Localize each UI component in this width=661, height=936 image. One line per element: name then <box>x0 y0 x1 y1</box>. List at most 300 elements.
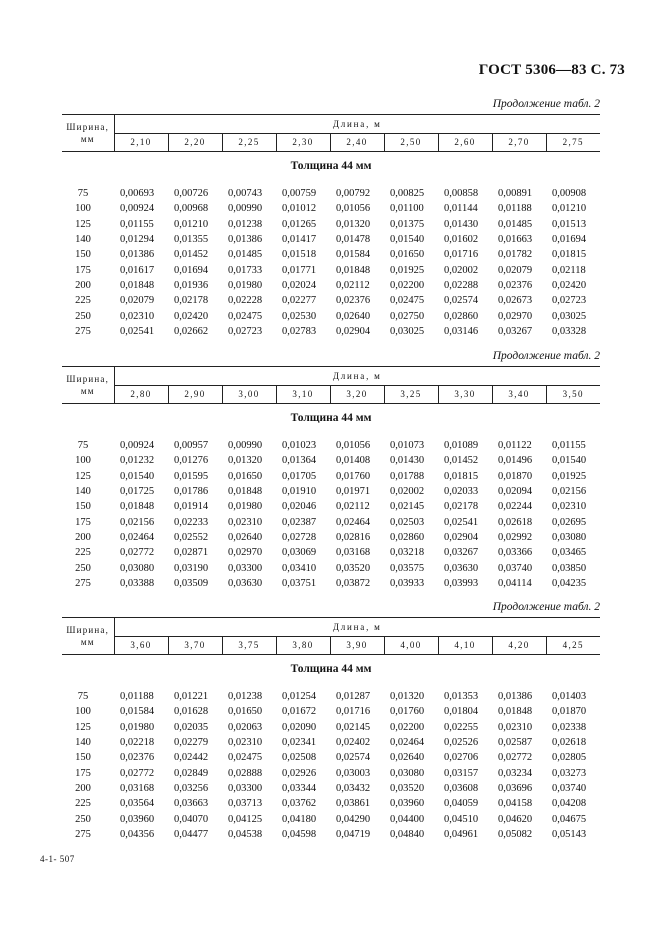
volume-cell: 0,03410 <box>282 562 317 574</box>
length-value: 2,75 <box>546 133 600 152</box>
volume-cell: 0,01971 <box>336 486 371 498</box>
volume-cell: 0,01122 <box>498 440 532 452</box>
volume-cell: 0,01294 <box>120 234 155 246</box>
header-row <box>62 367 600 386</box>
volume-cell: 0,03388 <box>120 577 155 589</box>
length-header: Длина, м <box>114 618 600 637</box>
volume-cell: 0,02723 <box>552 295 587 307</box>
volume-cell: 0,03080 <box>120 562 155 574</box>
volume-cell: 0,03630 <box>228 577 263 589</box>
volume-cell: 0,00792 <box>336 188 371 200</box>
width-cell: 150 <box>75 249 91 261</box>
volume-cell: 0,00924 <box>120 203 155 215</box>
table-row <box>62 811 600 826</box>
volume-cell: 0,01870 <box>552 706 587 718</box>
volume-cell: 0,01155 <box>552 440 586 452</box>
length-values-row <box>62 385 600 404</box>
volume-cell: 0,03751 <box>282 577 317 589</box>
volume-cell: 0,01595 <box>174 470 209 482</box>
volume-cell: 0,04598 <box>282 828 317 840</box>
table-row <box>62 201 600 216</box>
length-value: 4,10 <box>438 636 492 655</box>
volume-cell: 0,02772 <box>498 752 533 764</box>
volume-cell: 0,01617 <box>120 264 155 276</box>
length-value: 3,25 <box>384 385 438 404</box>
table-row <box>62 689 600 704</box>
volume-cell: 0,01650 <box>228 706 263 718</box>
volume-cell: 0,00968 <box>174 203 209 215</box>
volume-table <box>62 617 600 842</box>
volume-cell: 0,03190 <box>174 562 209 574</box>
width-cell: 225 <box>75 295 91 307</box>
volume-cell: 0,02402 <box>336 737 371 749</box>
continuation-note: Продолжение табл. 2 <box>492 350 600 362</box>
width-cell: 140 <box>75 234 91 246</box>
volume-cell: 0,02288 <box>444 279 479 291</box>
volume-cell: 0,02178 <box>174 295 209 307</box>
length-value: 3,75 <box>222 636 276 655</box>
volume-cell: 0,03080 <box>552 531 587 543</box>
volume-cell: 0,01848 <box>120 279 155 291</box>
volume-cell: 0,03168 <box>120 782 155 794</box>
volume-cell: 0,01188 <box>498 203 532 215</box>
volume-cell: 0,01848 <box>228 486 263 498</box>
volume-cell: 0,03663 <box>174 798 209 810</box>
volume-cell: 0,02063 <box>228 721 263 733</box>
volume-cell: 0,01496 <box>498 455 533 467</box>
table-row <box>62 453 600 468</box>
table-row <box>62 438 600 453</box>
volume-cell: 0,00957 <box>174 440 209 452</box>
volume-cell: 0,02376 <box>498 279 533 291</box>
volume-cell: 0,02178 <box>444 501 479 513</box>
volume-cell: 0,02112 <box>336 279 370 291</box>
width-cell: 125 <box>75 218 91 230</box>
volume-cell: 0,01716 <box>444 249 479 261</box>
volume-cell: 0,04125 <box>228 813 263 825</box>
volume-cell: 0,04400 <box>390 813 425 825</box>
volume-cell: 0,01485 <box>228 249 263 261</box>
table-row <box>62 247 600 262</box>
volume-cell: 0,01073 <box>390 440 425 452</box>
length-value: 3,90 <box>330 636 384 655</box>
width-cell: 175 <box>75 767 91 779</box>
volume-cell: 0,02640 <box>228 531 263 543</box>
volume-cell: 0,01584 <box>336 249 371 261</box>
volume-cell: 0,03740 <box>552 782 587 794</box>
volume-cell: 0,03218 <box>390 547 425 559</box>
header-row <box>62 618 600 637</box>
volume-cell: 0,01705 <box>282 470 317 482</box>
volume-cell: 0,02805 <box>552 752 587 764</box>
volume-cell: 0,02255 <box>444 721 479 733</box>
volume-cell: 0,02860 <box>444 310 479 322</box>
table-row <box>62 262 600 277</box>
header-row <box>62 115 600 134</box>
width-cell: 100 <box>75 706 91 718</box>
volume-cell: 0,01815 <box>552 249 587 261</box>
volume-cell: 0,00990 <box>228 440 263 452</box>
volume-cell: 0,04620 <box>498 813 533 825</box>
length-header: Длина, м <box>114 367 600 386</box>
volume-cell: 0,04180 <box>282 813 317 825</box>
length-value: 2,20 <box>168 133 222 152</box>
volume-cell: 0,01910 <box>282 486 317 498</box>
volume-cell: 0,02475 <box>228 752 263 764</box>
volume-cell: 0,01386 <box>120 249 155 261</box>
length-value: 2,90 <box>168 385 222 404</box>
volume-cell: 0,00743 <box>228 188 263 200</box>
width-label: Ширина, <box>66 625 110 635</box>
volume-cell: 0,02970 <box>228 547 263 559</box>
volume-cell: 0,02118 <box>552 264 586 276</box>
thickness-label: Толщина 44 мм <box>290 663 372 675</box>
volume-cell: 0,01650 <box>228 470 263 482</box>
volume-cell: 0,02310 <box>552 501 587 513</box>
volume-cell: 0,02574 <box>444 295 479 307</box>
volume-cell: 0,00693 <box>120 188 155 200</box>
width-cell: 250 <box>75 562 91 574</box>
thickness-label: Толщина 44 мм <box>290 412 372 424</box>
page-header: ГОСТ 5306—83 С. 73 <box>478 62 625 78</box>
volume-cell: 0,01870 <box>498 470 533 482</box>
length-values-row <box>62 636 600 655</box>
volume-cell: 0,02277 <box>282 295 317 307</box>
volume-cell: 0,02279 <box>174 737 209 749</box>
volume-cell: 0,02587 <box>498 737 533 749</box>
table-row <box>62 781 600 796</box>
volume-cell: 0,01287 <box>336 691 371 703</box>
volume-cell: 0,03025 <box>552 310 587 322</box>
width-cell: 275 <box>75 325 91 337</box>
width-cell: 75 <box>77 691 89 703</box>
width-cell: 140 <box>75 486 91 498</box>
volume-cell: 0,01265 <box>282 218 317 230</box>
volume-cell: 0,01355 <box>174 234 209 246</box>
volume-cell: 0,04208 <box>552 798 587 810</box>
volume-cell: 0,02574 <box>336 752 371 764</box>
table-block-3 <box>62 601 600 842</box>
volume-cell: 0,02218 <box>120 737 155 749</box>
table-row <box>62 735 600 750</box>
table-row <box>62 278 600 293</box>
volume-cell: 0,04477 <box>174 828 209 840</box>
volume-cell: 0,02244 <box>498 501 533 513</box>
volume-cell: 0,02888 <box>228 767 263 779</box>
volume-cell: 0,02816 <box>336 531 371 543</box>
volume-cell: 0,02156 <box>120 516 155 528</box>
volume-cell: 0,02341 <box>282 737 317 749</box>
volume-cell: 0,02503 <box>390 516 425 528</box>
volume-cell: 0,03575 <box>390 562 425 574</box>
volume-cell: 0,02728 <box>282 531 317 543</box>
width-cell: 200 <box>75 531 91 543</box>
volume-cell: 0,02094 <box>498 486 533 498</box>
width-label: Ширина, <box>66 122 110 132</box>
volume-cell: 0,03432 <box>336 782 371 794</box>
volume-cell: 0,02618 <box>498 516 533 528</box>
volume-cell: 0,01848 <box>336 264 371 276</box>
volume-cell: 0,01804 <box>444 706 479 718</box>
volume-cell: 0,02849 <box>174 767 209 779</box>
width-cell: 75 <box>77 188 89 200</box>
volume-cell: 0,03344 <box>282 782 317 794</box>
volume-cell: 0,03300 <box>228 562 263 574</box>
volume-cell: 0,03300 <box>228 782 263 794</box>
volume-cell: 0,02640 <box>336 310 371 322</box>
volume-cell: 0,01320 <box>336 218 371 230</box>
volume-cell: 0,02475 <box>228 310 263 322</box>
volume-cell: 0,01386 <box>498 691 533 703</box>
volume-cell: 0,01518 <box>282 249 317 261</box>
length-value: 4,20 <box>492 636 546 655</box>
table-row <box>62 499 600 514</box>
volume-cell: 0,05082 <box>498 828 533 840</box>
length-value: 4,00 <box>384 636 438 655</box>
volume-cell: 0,01089 <box>444 440 479 452</box>
volume-cell: 0,01663 <box>498 234 533 246</box>
continuation-note: Продолжение табл. 2 <box>492 98 600 110</box>
volume-cell: 0,02530 <box>282 310 317 322</box>
volume-cell: 0,01980 <box>228 501 263 513</box>
volume-cell: 0,04719 <box>336 828 371 840</box>
volume-cell: 0,01232 <box>120 455 155 467</box>
volume-cell: 0,02002 <box>444 264 479 276</box>
volume-cell: 0,04059 <box>444 798 479 810</box>
length-value: 3,80 <box>276 636 330 655</box>
volume-cell: 0,02662 <box>174 325 209 337</box>
volume-cell: 0,03933 <box>390 577 425 589</box>
volume-cell: 0,04158 <box>498 798 533 810</box>
table-block-1 <box>62 98 600 339</box>
volume-cell: 0,03630 <box>444 562 479 574</box>
volume-cell: 0,03520 <box>390 782 425 794</box>
volume-cell: 0,04070 <box>174 813 209 825</box>
width-cell: 100 <box>75 203 91 215</box>
volume-cell: 0,01452 <box>174 249 209 261</box>
length-value: 3,60 <box>114 636 168 655</box>
volume-cell: 0,00990 <box>228 203 263 215</box>
volume-table <box>62 366 600 591</box>
volume-cell: 0,00891 <box>498 188 533 200</box>
volume-cell: 0,02783 <box>282 325 317 337</box>
width-header <box>62 367 114 404</box>
width-cell: 225 <box>75 798 91 810</box>
volume-cell: 0,01238 <box>228 691 263 703</box>
volume-cell: 0,01936 <box>174 279 209 291</box>
volume-cell: 0,02772 <box>120 767 155 779</box>
volume-cell: 0,01375 <box>390 218 425 230</box>
length-value: 3,50 <box>546 385 600 404</box>
volume-cell: 0,01210 <box>174 218 209 230</box>
volume-cell: 0,02464 <box>336 516 371 528</box>
volume-cell: 0,02706 <box>444 752 479 764</box>
volume-cell: 0,03520 <box>336 562 371 574</box>
volume-cell: 0,01602 <box>444 234 479 246</box>
volume-cell: 0,01815 <box>444 470 479 482</box>
length-value: 3,40 <box>492 385 546 404</box>
volume-cell: 0,02640 <box>390 752 425 764</box>
volume-cell: 0,02904 <box>444 531 479 543</box>
thickness-row <box>62 152 600 181</box>
volume-cell: 0,02310 <box>120 310 155 322</box>
volume-cell: 0,02046 <box>282 501 317 513</box>
table-row <box>62 324 600 339</box>
length-value: 2,80 <box>114 385 168 404</box>
volume-cell: 0,01540 <box>552 455 587 467</box>
volume-cell: 0,03861 <box>336 798 371 810</box>
volume-cell: 0,03328 <box>552 325 587 337</box>
volume-cell: 0,03273 <box>552 767 587 779</box>
volume-cell: 0,01221 <box>174 691 209 703</box>
volume-cell: 0,00825 <box>390 188 425 200</box>
width-header <box>62 618 114 655</box>
volume-cell: 0,01430 <box>444 218 479 230</box>
volume-cell: 0,02970 <box>498 310 533 322</box>
volume-cell: 0,01650 <box>390 249 425 261</box>
volume-cell: 0,01733 <box>228 264 263 276</box>
volume-cell: 0,04290 <box>336 813 371 825</box>
volume-cell: 0,01210 <box>552 203 587 215</box>
volume-cell: 0,01760 <box>336 470 371 482</box>
volume-cell: 0,04510 <box>444 813 479 825</box>
volume-cell: 0,04114 <box>498 577 532 589</box>
volume-cell: 0,01760 <box>390 706 425 718</box>
volume-cell: 0,03850 <box>552 562 587 574</box>
volume-cell: 0,01430 <box>390 455 425 467</box>
volume-cell: 0,03993 <box>444 577 479 589</box>
width-cell: 275 <box>75 577 91 589</box>
volume-cell: 0,01771 <box>282 264 317 276</box>
volume-cell: 0,00924 <box>120 440 155 452</box>
volume-cell: 0,02387 <box>282 516 317 528</box>
volume-cell: 0,01403 <box>552 691 587 703</box>
volume-cell: 0,02464 <box>390 737 425 749</box>
width-unit: мм <box>80 386 95 396</box>
volume-cell: 0,03713 <box>228 798 263 810</box>
table-block-2 <box>62 350 600 591</box>
volume-cell: 0,03003 <box>336 767 371 779</box>
length-value: 2,50 <box>384 133 438 152</box>
volume-cell: 0,03267 <box>498 325 533 337</box>
volume-cell: 0,01584 <box>120 706 155 718</box>
table-row <box>62 704 600 719</box>
table-row <box>62 576 600 591</box>
width-cell: 125 <box>75 470 91 482</box>
volume-cell: 0,02541 <box>444 516 479 528</box>
volume-cell: 0,03267 <box>444 547 479 559</box>
table-row <box>62 514 600 529</box>
volume-cell: 0,01980 <box>228 279 263 291</box>
volume-cell: 0,00759 <box>282 188 317 200</box>
table-row <box>62 796 600 811</box>
volume-cell: 0,02200 <box>390 721 425 733</box>
volume-cell: 0,01417 <box>282 234 317 246</box>
volume-cell: 0,01980 <box>120 721 155 733</box>
volume-cell: 0,02024 <box>282 279 317 291</box>
volume-cell: 0,02310 <box>228 737 263 749</box>
volume-cell: 0,02310 <box>498 721 533 733</box>
volume-cell: 0,01716 <box>336 706 371 718</box>
volume-cell: 0,02541 <box>120 325 155 337</box>
volume-cell: 0,02310 <box>228 516 263 528</box>
volume-cell: 0,02723 <box>228 325 263 337</box>
volume-cell: 0,02145 <box>390 501 425 513</box>
table-row <box>62 232 600 247</box>
volume-cell: 0,02526 <box>444 737 479 749</box>
length-value: 4,25 <box>546 636 600 655</box>
table-row <box>62 530 600 545</box>
volume-cell: 0,02772 <box>120 547 155 559</box>
volume-cell: 0,01925 <box>390 264 425 276</box>
volume-cell: 0,00908 <box>552 188 587 200</box>
volume-cell: 0,02508 <box>282 752 317 764</box>
volume-cell: 0,01782 <box>498 249 533 261</box>
width-cell: 250 <box>75 813 91 825</box>
volume-cell: 0,01452 <box>444 455 479 467</box>
length-value: 3,10 <box>276 385 330 404</box>
volume-cell: 0,01925 <box>552 470 587 482</box>
length-value: 2,30 <box>276 133 330 152</box>
volume-cell: 0,02442 <box>174 752 209 764</box>
volume-cell: 0,03564 <box>120 798 155 810</box>
volume-cell: 0,03069 <box>282 547 317 559</box>
volume-cell: 0,01276 <box>174 455 209 467</box>
volume-cell: 0,02002 <box>390 486 425 498</box>
table-row <box>62 217 600 232</box>
volume-cell: 0,02200 <box>390 279 425 291</box>
width-cell: 100 <box>75 455 91 467</box>
length-header: Длина, м <box>114 115 600 134</box>
volume-cell: 0,02376 <box>336 295 371 307</box>
width-cell: 125 <box>75 721 91 733</box>
volume-cell: 0,03465 <box>552 547 587 559</box>
volume-cell: 0,03872 <box>336 577 371 589</box>
volume-cell: 0,03157 <box>444 767 479 779</box>
volume-cell: 0,03960 <box>120 813 155 825</box>
volume-cell: 0,01144 <box>444 203 478 215</box>
volume-cell: 0,01012 <box>282 203 317 215</box>
volume-cell: 0,01100 <box>390 203 424 215</box>
length-value: 3,00 <box>222 385 276 404</box>
volume-cell: 0,01694 <box>552 234 587 246</box>
length-value: 2,25 <box>222 133 276 152</box>
volume-cell: 0,04840 <box>390 828 425 840</box>
table-row <box>62 469 600 484</box>
volume-cell: 0,02035 <box>174 721 209 733</box>
volume-cell: 0,02926 <box>282 767 317 779</box>
volume-cell: 0,02552 <box>174 531 209 543</box>
volume-cell: 0,03509 <box>174 577 209 589</box>
volume-cell: 0,02673 <box>498 295 533 307</box>
volume-cell: 0,02475 <box>390 295 425 307</box>
volume-cell: 0,01786 <box>174 486 209 498</box>
volume-cell: 0,02420 <box>552 279 587 291</box>
volume-cell: 0,01848 <box>120 501 155 513</box>
volume-cell: 0,03234 <box>498 767 533 779</box>
volume-cell: 0,02464 <box>120 531 155 543</box>
volume-cell: 0,01848 <box>498 706 533 718</box>
volume-cell: 0,04356 <box>120 828 155 840</box>
thickness-row <box>62 404 600 433</box>
volume-cell: 0,01364 <box>282 455 317 467</box>
volume-cell: 0,03146 <box>444 325 479 337</box>
width-cell: 175 <box>75 264 91 276</box>
volume-cell: 0,03025 <box>390 325 425 337</box>
volume-cell: 0,02750 <box>390 310 425 322</box>
volume-cell: 0,02618 <box>552 737 587 749</box>
volume-cell: 0,02079 <box>498 264 533 276</box>
